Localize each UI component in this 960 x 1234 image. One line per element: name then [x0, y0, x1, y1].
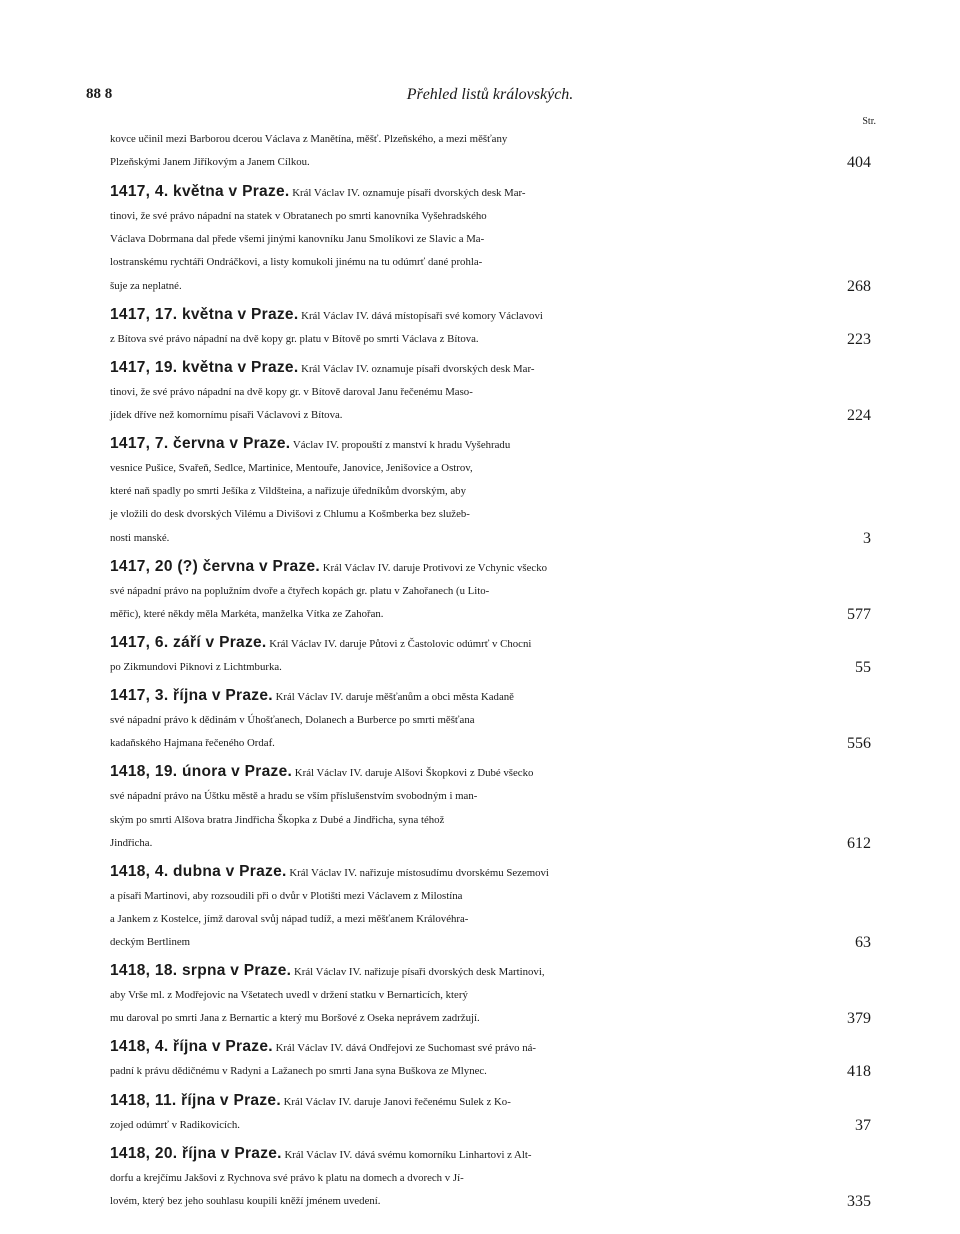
entry-line	[110, 732, 870, 755]
entry-line	[110, 1167, 870, 1190]
entry-line	[110, 684, 870, 709]
document-entry	[110, 1142, 870, 1213]
page-reference-number: 612	[847, 834, 871, 852]
page-reference-number: 224	[847, 407, 871, 425]
entry-date: 1417, 19. května v Praze.	[110, 358, 299, 376]
entry-text: padní k právu dědičnému v Radyni a Lažanech po smrti Jana syna Buškova ze Mlynec.	[110, 1065, 487, 1078]
entry-date: 1418, 20. října v Praze.	[110, 1144, 282, 1162]
entry-line	[110, 404, 870, 427]
entry-text: Václava Dobrmana dal přede všemi jinými kanovníku Janu Smolíkovi ze Slavic a Ma-	[110, 233, 485, 246]
page-reference-number: 577	[847, 605, 871, 623]
page-reference-number: 3	[863, 529, 871, 547]
page-header	[86, 86, 876, 127]
entry-text: tinovi, že své právo nápadní na dvě kopy gr. v Bítově daroval Janu řečenému Maso-	[110, 385, 473, 398]
entry-line	[110, 303, 870, 328]
entry-text: měřic), které někdy měla Markéta, manželka Vítka ze Zahořan.	[110, 607, 384, 620]
page-reference-number: 223	[847, 330, 871, 348]
entry-text: a Jankem z Kostelce, jímž daroval svůj nápad tudíž, a mezi měšťanem Královéhra-	[110, 912, 469, 925]
entry-text: ským po smrti Alšova bratra Jindřicha Škopka z Dubé a Jindřicha, syna téhož	[110, 813, 445, 826]
entry-line	[110, 785, 870, 808]
entry-text: jídek dříve než komornímu písaři Václavovi z Bítova.	[110, 409, 343, 422]
entry-line	[110, 1190, 870, 1213]
entry-line	[110, 328, 870, 351]
entry-text: lovém, který bez jeho souhlasu koupili kněží jménem uvedení.	[110, 1194, 381, 1207]
entry-line	[110, 1060, 870, 1083]
entry-text: Král Václav IV. nařizuje písaři dvorských desk Martinovi,	[291, 966, 545, 979]
entry-text: z Bítova své právo nápadní na dvě kopy gr. platu v Bítově po smrti Václava z Bítova.	[110, 332, 479, 345]
entry-date: 1417, 4. května v Praze.	[110, 183, 290, 201]
entry-line	[110, 180, 870, 205]
entry-text: dorfu a krejčímu Jakšovi z Rychnova své právo k platu na domech a dvorech v Jí-	[110, 1171, 464, 1184]
entry-line	[110, 656, 870, 679]
entry-text: vesnice Pušice, Svařeň, Sedlce, Martinice, Mentouře, Janovice, Jenišovice a Ostrov,	[110, 462, 473, 475]
entry-line	[110, 205, 870, 228]
running-title: Přehled listů královských.	[406, 86, 574, 103]
entry-line	[110, 503, 870, 526]
entry-line	[110, 860, 870, 885]
document-page	[86, 86, 876, 1218]
entry-line	[110, 555, 870, 580]
entry-text: kovce učinil mezi Barborou dcerou Václava z Manětína, měšť. Plzeňského, a mezi měšťany	[110, 133, 508, 145]
page-reference-number: 418	[847, 1063, 871, 1081]
page-reference-number: 268	[847, 277, 871, 295]
page-number: 88 8	[86, 86, 113, 102]
entry-line	[110, 1114, 870, 1137]
entry-line	[110, 631, 870, 656]
entry-text: kadaňského Hajmana řečeného Ordaf.	[110, 737, 275, 750]
entry-date: 1417, 6. září v Praze.	[110, 633, 267, 651]
entry-line	[110, 959, 870, 984]
entry-line	[110, 128, 870, 151]
entry-line	[110, 984, 870, 1007]
entry-line	[110, 356, 870, 381]
document-entry	[110, 760, 870, 854]
entry-text: a písaři Martinovi, aby rozsoudili při o dvůr v Plotišti mezi Václavem z Milostína	[110, 889, 463, 902]
entry-text: Král Václav IV. oznamuje písaři dvorských desk Mar-	[298, 362, 535, 375]
entry-line	[110, 1142, 870, 1167]
entry-line	[110, 1035, 870, 1060]
entry-line	[110, 480, 870, 503]
document-entry	[110, 684, 870, 755]
entry-text: Král Václav IV. dává svému komorníku Linhartovi z Alt-	[281, 1148, 532, 1161]
entry-text: tinovi, že své právo nápadní na statek v Obratanech po smrti kanovníka Vyšehradského	[110, 210, 487, 223]
entry-date: 1417, 17. května v Praze.	[110, 305, 299, 323]
entry-line	[110, 381, 870, 404]
document-entry	[110, 631, 870, 679]
entry-date: 1418, 11. října v Praze.	[110, 1091, 281, 1109]
page-reference-number: 379	[847, 1010, 871, 1028]
entry-line	[110, 580, 870, 603]
page-reference-number: 55	[855, 658, 871, 676]
entry-line	[110, 457, 870, 480]
entry-line	[110, 432, 870, 457]
entry-date: 1418, 4. dubna v Praze.	[110, 862, 287, 880]
entry-text: Král Václav IV. daruje Alšovi Škopkovi z Dubé všecko	[292, 767, 534, 780]
document-entry	[110, 959, 870, 1030]
page-reference-column-label: Str.	[862, 116, 876, 127]
entry-line	[110, 1089, 870, 1114]
entry-date: 1417, 20 (?) června v Praze.	[110, 557, 321, 575]
entry-date: 1417, 3. října v Praze.	[110, 687, 273, 705]
entry-line	[110, 275, 870, 298]
entry-text: Král Václav IV. daruje Půtovi z Častolovic odúmrť v Chocni	[266, 637, 532, 650]
entry-text: své nápadní právo na poplužním dvoře a čtyřech kopách gr. platu v Zahořanech (u Lito-	[110, 584, 490, 597]
entry-text: šuje za neplatné.	[110, 279, 182, 292]
entry-text: mu daroval po smrti Jana z Bernartic a který mu Boršové z Oseka neprávem zadržují.	[110, 1012, 480, 1025]
entry-text: své nápadní právo k dědinám v Úhošťanech, Dolanech a Burberce po smrti měšťana	[110, 714, 475, 727]
entry-line	[110, 908, 870, 931]
entry-date: 1418, 19. února v Praze.	[110, 763, 293, 781]
entry-line	[110, 931, 870, 954]
entry-line	[110, 151, 870, 174]
entry-text: aby Vrše ml. z Modřejovic na Všetatech uvedl v držení statku v Bernarticích, který	[110, 989, 468, 1002]
entry-line	[110, 709, 870, 732]
page-reference-number: 556	[847, 735, 871, 753]
entry-text: deckým Bertlinem	[110, 936, 191, 948]
entry-text: po Zikmundovi Piknovi z Lichtmburka.	[110, 660, 282, 673]
entry-date: 1418, 18. srpna v Praze.	[110, 962, 292, 980]
entry-text: Král Václav IV. oznamuje písaři dvorských desk Mar-	[289, 187, 526, 200]
entry-text: zojed odúmrť v Radikovicích.	[110, 1118, 240, 1131]
entry-text: své nápadní právo na Úštku městě a hradu se vším příslušenstvím svobodným i man-	[110, 790, 478, 803]
document-entry	[110, 180, 870, 297]
entry-line	[110, 527, 870, 550]
document-entry	[110, 555, 870, 626]
entry-date: 1418, 4. října v Praze.	[110, 1038, 273, 1056]
document-entry	[110, 1035, 870, 1083]
entry-text: lostranskému rychtáři Ondráčkovi, a listy komukoli jinému na tu odúmrť dané prohla-	[110, 256, 483, 269]
document-entry	[110, 860, 870, 954]
entry-text: je vložili do desk dvorských Vilému a Divišovi z Chlumu a Košmberka bez služeb-	[110, 508, 470, 521]
entry-text: nosti manské.	[110, 531, 170, 544]
entry-line	[110, 832, 870, 855]
entry-line	[110, 603, 870, 626]
entry-line	[110, 251, 870, 274]
entry-line	[110, 760, 870, 785]
entry-text: Král Václav IV. daruje měšťanům a obci města Kadaně	[272, 691, 514, 704]
entry-text: Král Václav IV. nařizuje místosudímu dvorskému Sezemovi	[286, 866, 549, 879]
entry-text: které naň spadly po smrti Ješíka z Vildšteina, a nařizuje úředníkům dvorským, aby	[110, 485, 466, 498]
document-entry	[110, 303, 870, 351]
entry-line	[110, 809, 870, 832]
document-entry	[110, 432, 870, 549]
entry-line	[110, 1007, 870, 1030]
document-entry	[110, 356, 870, 427]
entry-line	[110, 885, 870, 908]
document-entry	[110, 1089, 870, 1137]
page-reference-number: 63	[855, 934, 871, 951]
entry-text: Jindřicha.	[110, 836, 153, 849]
entry-text: Václav IV. propouští z manství k hradu Vyšehradu	[290, 439, 511, 452]
page-reference-number: 37	[855, 1116, 871, 1134]
entry-list	[110, 128, 870, 1213]
entry-text: Král Václav IV. dává místopísaři své komory Václavovi	[298, 309, 543, 322]
page-reference-number: 404	[847, 154, 871, 172]
entry-text: Plzeňskými Janem Jiříkovým a Janem Cílkou.	[110, 156, 310, 169]
entry-text: Král Václav IV. dává Ondřejovi ze Suchomast své právo ná-	[272, 1042, 537, 1055]
entry-date: 1417, 7. června v Praze.	[110, 435, 291, 453]
entry-text: Král Václav IV. daruje Janovi řečenému Sulek z Ko-	[280, 1095, 511, 1108]
page-reference-number: 335	[847, 1192, 871, 1210]
entry-line	[110, 228, 870, 251]
document-entry	[110, 128, 870, 174]
entry-text: Král Václav IV. daruje Protivovi ze Vchynic všecko	[320, 561, 548, 574]
